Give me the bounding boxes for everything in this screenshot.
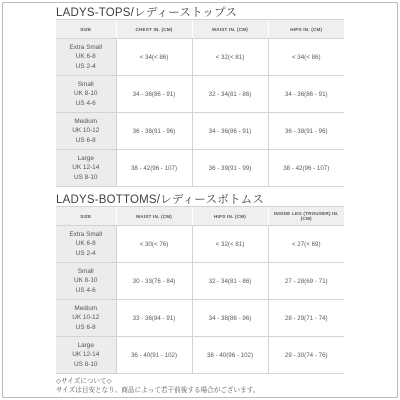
waist-value: < 32(< 81) [192,39,268,76]
bottoms-header-size: SIZE [56,207,116,226]
size-label [56,263,116,300]
table-row [56,113,344,150]
size-us: US 6-8 [75,136,96,144]
waist-value: 32 - 34(81 - 86) [192,76,268,113]
size-name: Medium [74,305,98,313]
table-row [56,300,344,337]
footnote-heading: ◇サイズについて◇ [56,378,112,385]
bottoms-header-hips: HIPS IN. (CM) [192,207,268,226]
size-uk: UK 6-8 [75,53,96,61]
bottoms-size-table [56,206,344,374]
waist-value: 33 - 36(84 - 91) [116,300,192,337]
size-us: US 8-10 [74,173,98,181]
size-name: Medium [74,118,98,126]
size-label [56,39,116,76]
size-us: US 2-4 [75,62,96,70]
inside-leg-value: < 27(< 69) [268,226,344,263]
hips-value: 38 - 40(96 - 102) [192,337,268,374]
chest-value: < 34(< 86) [116,39,192,76]
size-footnote [56,378,259,395]
table-row [56,263,344,300]
size-uk: UK 8-10 [74,277,98,285]
inside-leg-value: 28 - 29(71 - 74) [268,300,344,337]
inside-leg-value: 27 - 28(69 - 71) [268,263,344,300]
footnote-text: サイズは目安となり、商品によって若干前後する場合がございます。 [56,386,260,394]
table-row [56,76,344,113]
size-uk: UK 8-10 [74,90,98,98]
size-uk: UK 10-12 [72,314,100,322]
size-name: Small [77,81,94,89]
tops-header-size: SIZE [56,20,116,39]
size-us: US 4-6 [75,286,96,294]
table-row [56,226,344,263]
size-us: US 4-6 [75,99,96,107]
tops-header-waist: WAIST IN. (CM) [192,20,268,39]
tops-header-hips: HIPS IN. (CM) [268,20,344,39]
bottoms-header-row [56,207,344,226]
bottoms-header-waist: WAIST IN. (CM) [116,207,192,226]
size-uk: UK 12-14 [72,164,100,172]
size-label [56,226,116,263]
chest-value: 36 - 38(91 - 96) [116,113,192,150]
bottoms-header-inside-leg: INSIDE LEG (TROUSER) IN. (CM) [268,207,344,226]
hips-value: < 32(< 81) [192,226,268,263]
size-name: Extra Small [69,44,103,52]
bottoms-title: LADYS-BOTTOMS/レディースボトムス [56,194,264,206]
size-us: US 8-10 [74,360,98,368]
waist-value: 30 - 33(76 - 84) [116,263,192,300]
hips-value: < 34(< 86) [268,39,344,76]
size-label [56,300,116,337]
size-us: US 6-8 [75,323,96,331]
size-uk: UK 10-12 [72,127,100,135]
hips-value: 34 - 38(86 - 96) [192,300,268,337]
tops-size-table [56,19,344,187]
inside-leg-value: 29 - 30(74 - 76) [268,337,344,374]
waist-value: < 30(< 76) [116,226,192,263]
size-label [56,337,116,374]
size-name: Extra Small [69,231,103,239]
waist-value: 36 - 39(91 - 99) [192,150,268,187]
table-row [56,39,344,76]
table-row [56,337,344,374]
size-label [56,76,116,113]
size-name: Large [77,155,94,163]
tops-header-row [56,20,344,39]
chest-value: 38 - 42(96 - 107) [116,150,192,187]
hips-value: 36 - 38(91 - 96) [268,113,344,150]
waist-value: 34 - 36(86 - 91) [192,113,268,150]
hips-value: 34 - 36(86 - 91) [268,76,344,113]
size-label [56,113,116,150]
size-us: US 2-4 [75,249,96,257]
hips-value: 32 - 34(81 - 86) [192,263,268,300]
tops-title: LADYS-TOPS/レディーストップス [56,7,238,19]
size-uk: UK 6-8 [75,240,96,248]
hips-value: 38 - 42(96 - 107) [268,150,344,187]
tops-header-chest: CHEST IN. (CM) [116,20,192,39]
table-row [56,150,344,187]
size-name: Large [77,342,94,350]
size-label [56,150,116,187]
waist-value: 36 - 40(91 - 102) [116,337,192,374]
size-name: Small [77,268,94,276]
chest-value: 34 - 36(86 - 91) [116,76,192,113]
size-uk: UK 12-14 [72,351,100,359]
